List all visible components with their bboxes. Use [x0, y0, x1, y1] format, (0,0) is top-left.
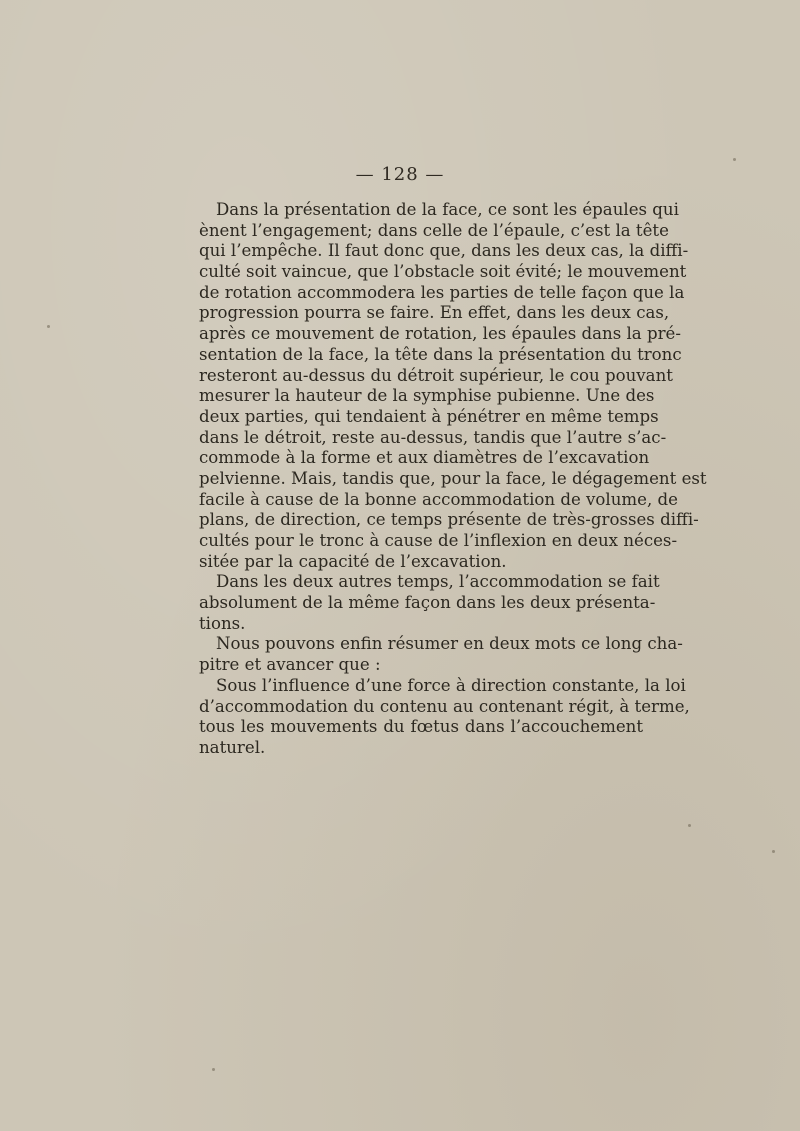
text-line: dans le détroit, reste au-dessus, tandis que l’autre s’ac- — [199, 427, 667, 447]
text-line: pelvienne. Mais, tandis que, pour la face, le dégagement est — [199, 468, 707, 488]
body-text — [199, 200, 707, 759]
text-line: Nous pouvons enfin résumer en deux mots ce long cha- — [216, 634, 683, 654]
text-line: naturel. — [199, 737, 266, 757]
text-line: facile à cause de la bonne accommodation de volume, de — [199, 489, 678, 509]
text-line: Sous l’influence d’une force à direction constante, la loi — [216, 675, 686, 695]
page-number: — 128 — — [355, 164, 445, 185]
text-line: commode à la forme et aux diamètres de l’excavation — [199, 448, 650, 468]
text-line: tous les mouvements du fœtus dans l’accouchement — [199, 717, 643, 737]
text-line: absolument de la même façon dans les deux présenta- — [199, 593, 656, 613]
text-line: ènent l’engagement; dans celle de l’épaule, c’est la tête — [199, 220, 669, 240]
paper-speck — [772, 850, 775, 853]
text-line: resteront au-dessus du détroit supérieur, le cou pouvant — [199, 365, 673, 385]
text-line: sentation de la face, la tête dans la présentation du tronc — [199, 344, 682, 364]
text-line: cultés pour le tronc à cause de l’inflexion en deux néces- — [199, 531, 678, 550]
text-line: mesurer la hauteur de la symphise pubienne. Une des — [199, 386, 655, 406]
text-line: Dans la présentation de la face, ce sont les épaules qui — [216, 200, 679, 219]
paper-speck — [47, 325, 50, 328]
text-line: deux parties, qui tendaient à pénétrer en même temps — [199, 406, 659, 426]
paper-speck — [688, 824, 691, 827]
text-line: plans, de direction, ce temps présente de très-grosses diffi- — [199, 510, 699, 530]
text-line: pitre et avancer que : — [199, 655, 381, 675]
text-line: sitée par la capacité de l’excavation. — [199, 551, 507, 571]
text-line: de rotation accommodera les parties de telle façon que la — [199, 282, 685, 302]
text-line: après ce mouvement de rotation, les épaules dans la pré- — [199, 324, 681, 344]
text-line: tions. — [199, 613, 246, 633]
paper-speck — [733, 158, 736, 161]
paper-speck — [212, 1068, 215, 1071]
text-line: d’accommodation du contenu au contenant régit, à terme, — [199, 696, 690, 716]
text-line: Dans les deux autres temps, l’accommodation se fait — [216, 572, 660, 592]
text-line: progression pourra se faire. En effet, dans les deux cas, — [199, 303, 670, 323]
text-line: qui l’empêche. Il faut donc que, dans les deux cas, la diffi- — [199, 241, 689, 261]
text-line: culté soit vaincue, que l’obstacle soit évité; le mouvement — [199, 262, 687, 282]
